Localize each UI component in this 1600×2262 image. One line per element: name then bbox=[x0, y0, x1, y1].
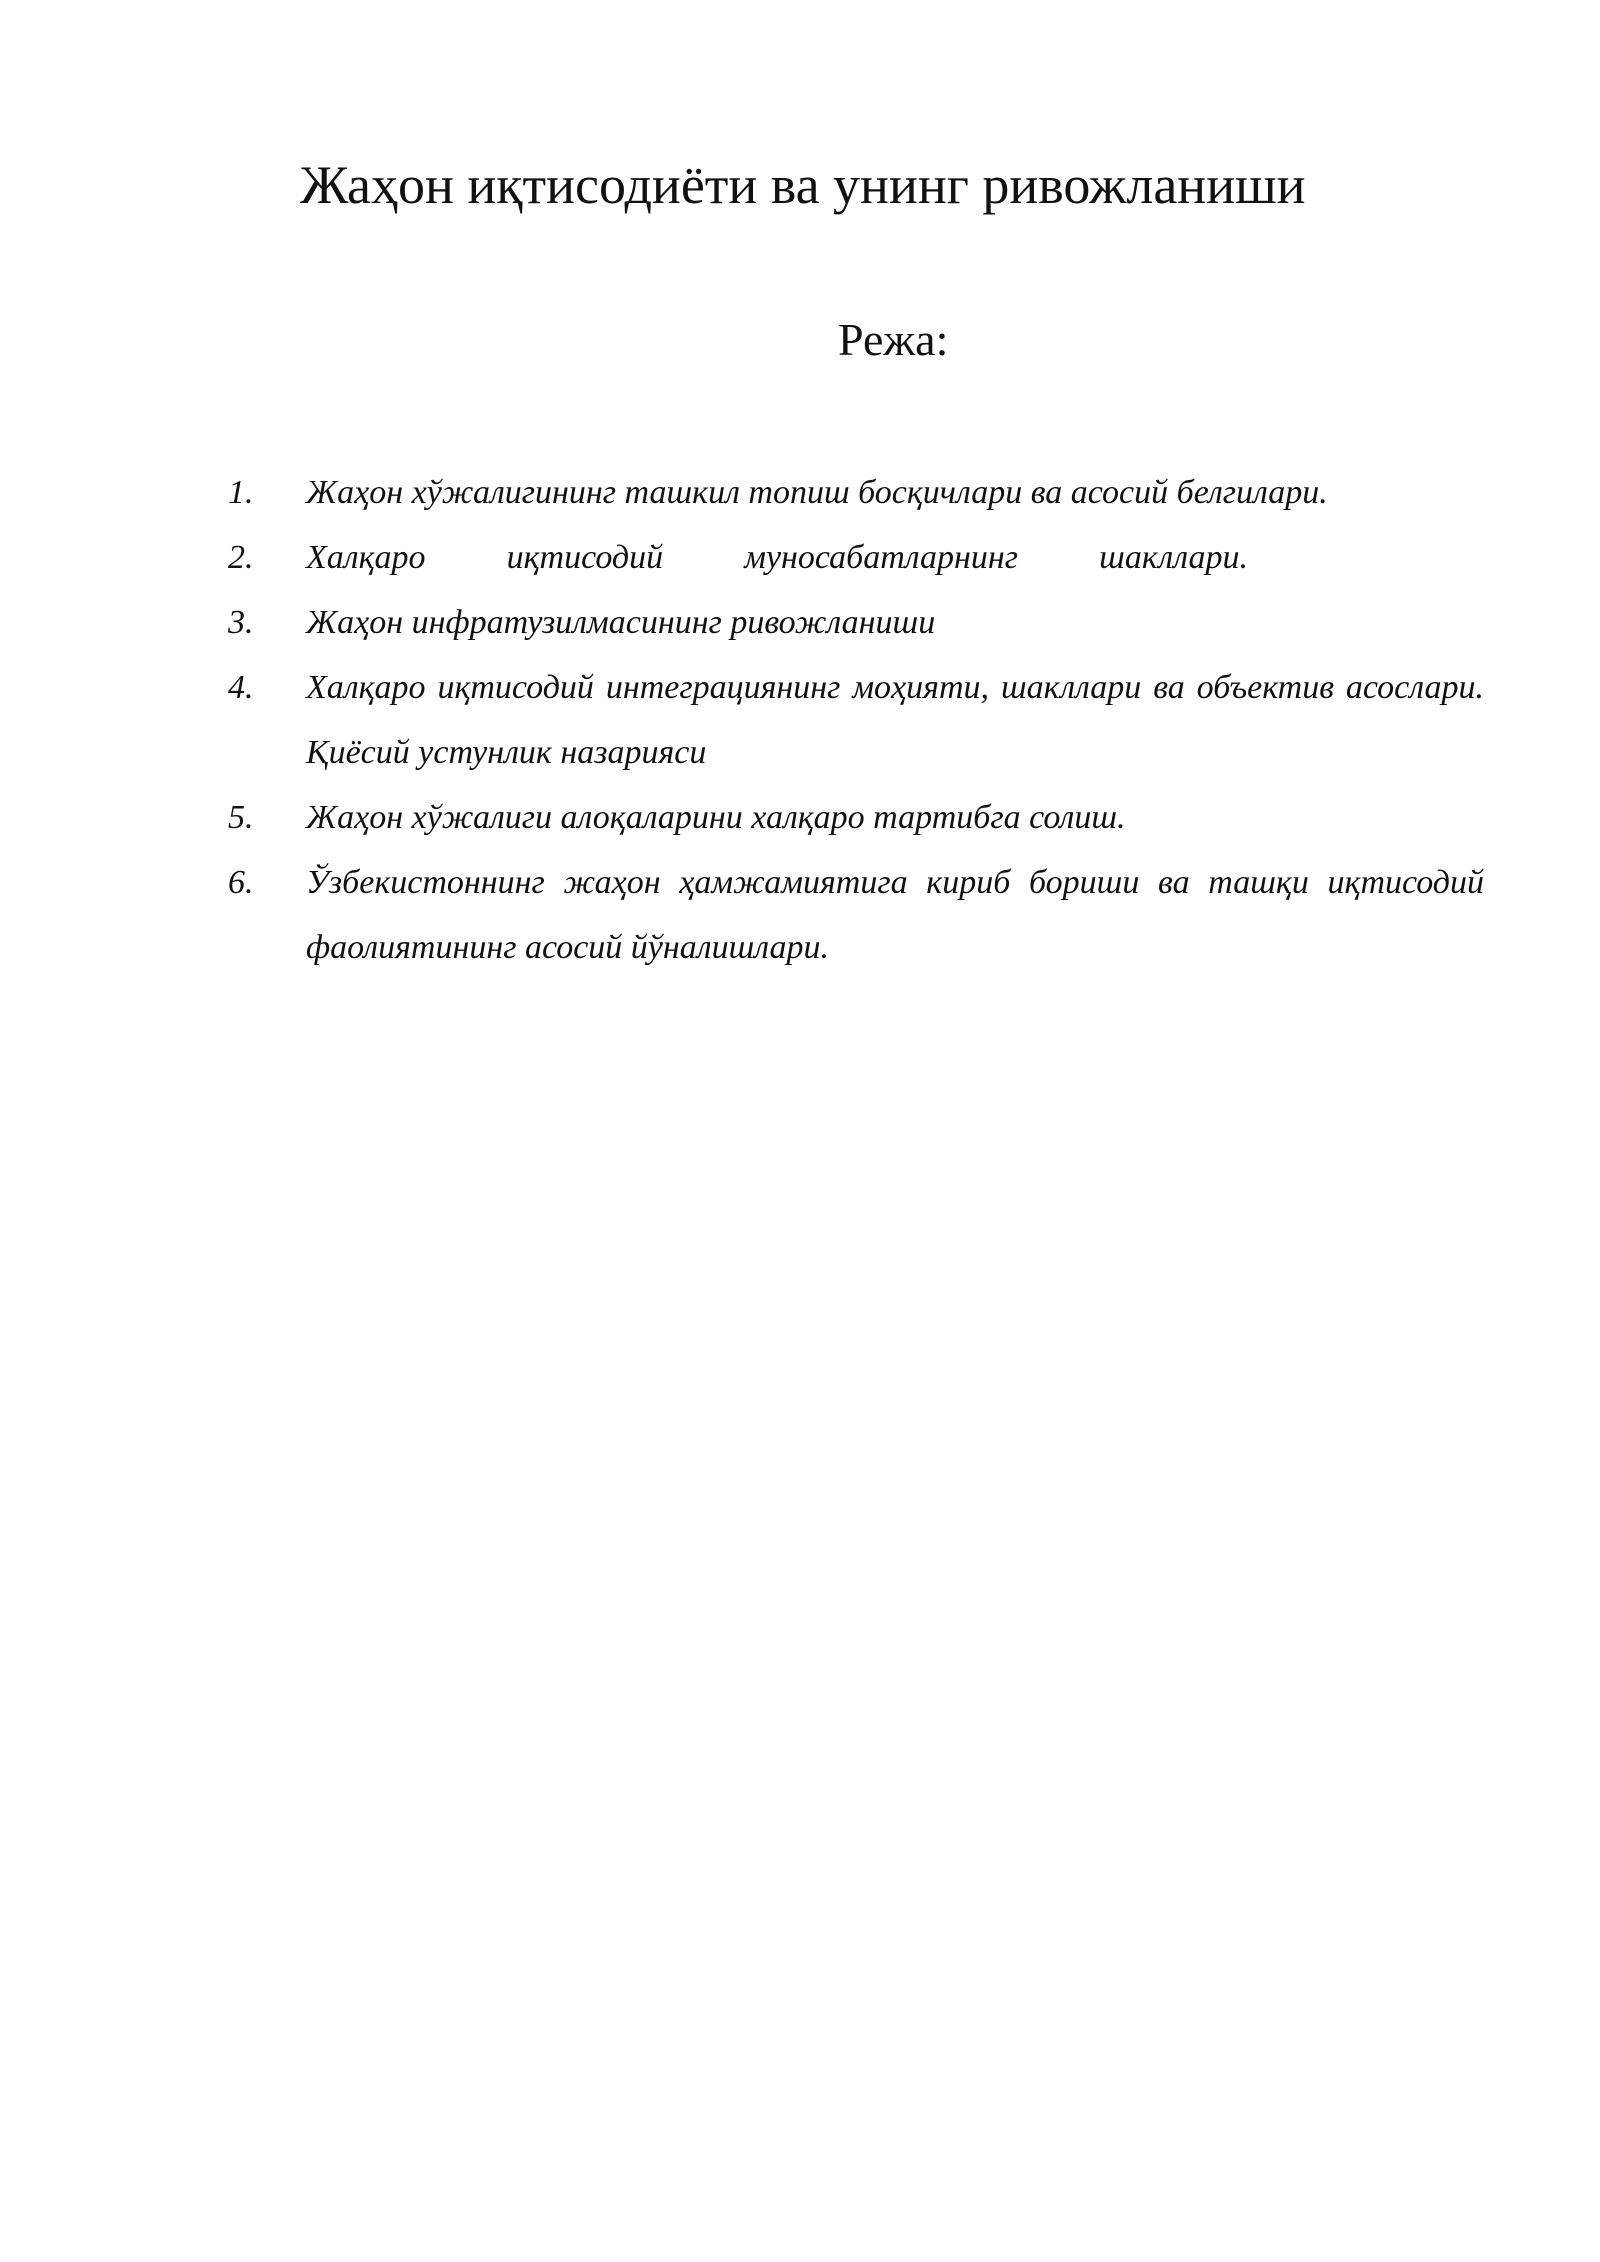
document-title: Жаҳон иқтисодиёти ва унинг ривожланиши bbox=[300, 155, 1306, 215]
plan-item-number: 5. bbox=[228, 799, 254, 836]
plan-heading: Режа: bbox=[838, 314, 949, 365]
plan-item-text: Ўзбекистоннинг жаҳон ҳамжамиятига кириб бориши ва ташқи иқтисодий фаолиятининг асосий йўналишлари. bbox=[306, 864, 1484, 966]
plan-item bbox=[228, 460, 1484, 525]
plan-item-number: 3. bbox=[228, 604, 254, 641]
plan-item bbox=[228, 785, 1484, 850]
plan-list bbox=[228, 460, 1484, 980]
plan-item-text: Халқаро иқтисодий муносабатларнинг шакллари. bbox=[306, 539, 1248, 576]
plan-item bbox=[228, 525, 1484, 590]
plan-item bbox=[228, 590, 1484, 655]
plan-item-number: 1. bbox=[228, 474, 254, 511]
plan-item-number: 2. bbox=[228, 539, 254, 576]
plan-item-number: 6. bbox=[228, 864, 254, 901]
plan-item-number: 4. bbox=[228, 669, 254, 706]
plan-item-text: Жаҳон хўжалигининг ташкил топиш босқичлари ва асосий белгилари. bbox=[306, 474, 1328, 511]
plan-item bbox=[228, 850, 1484, 980]
plan-item bbox=[228, 655, 1484, 785]
plan-item-text: Жаҳон хўжалиги алоқаларини халқаро тартибга солиш. bbox=[306, 799, 1126, 836]
plan-item-text: Халқаро иқтисодий интеграциянинг моҳияти, шакллари ва объектив асослари. Қиёсий устунлик назарияси bbox=[306, 669, 1484, 771]
plan-item-text: Жаҳон инфратузилмасининг ривожланиши bbox=[306, 604, 936, 641]
